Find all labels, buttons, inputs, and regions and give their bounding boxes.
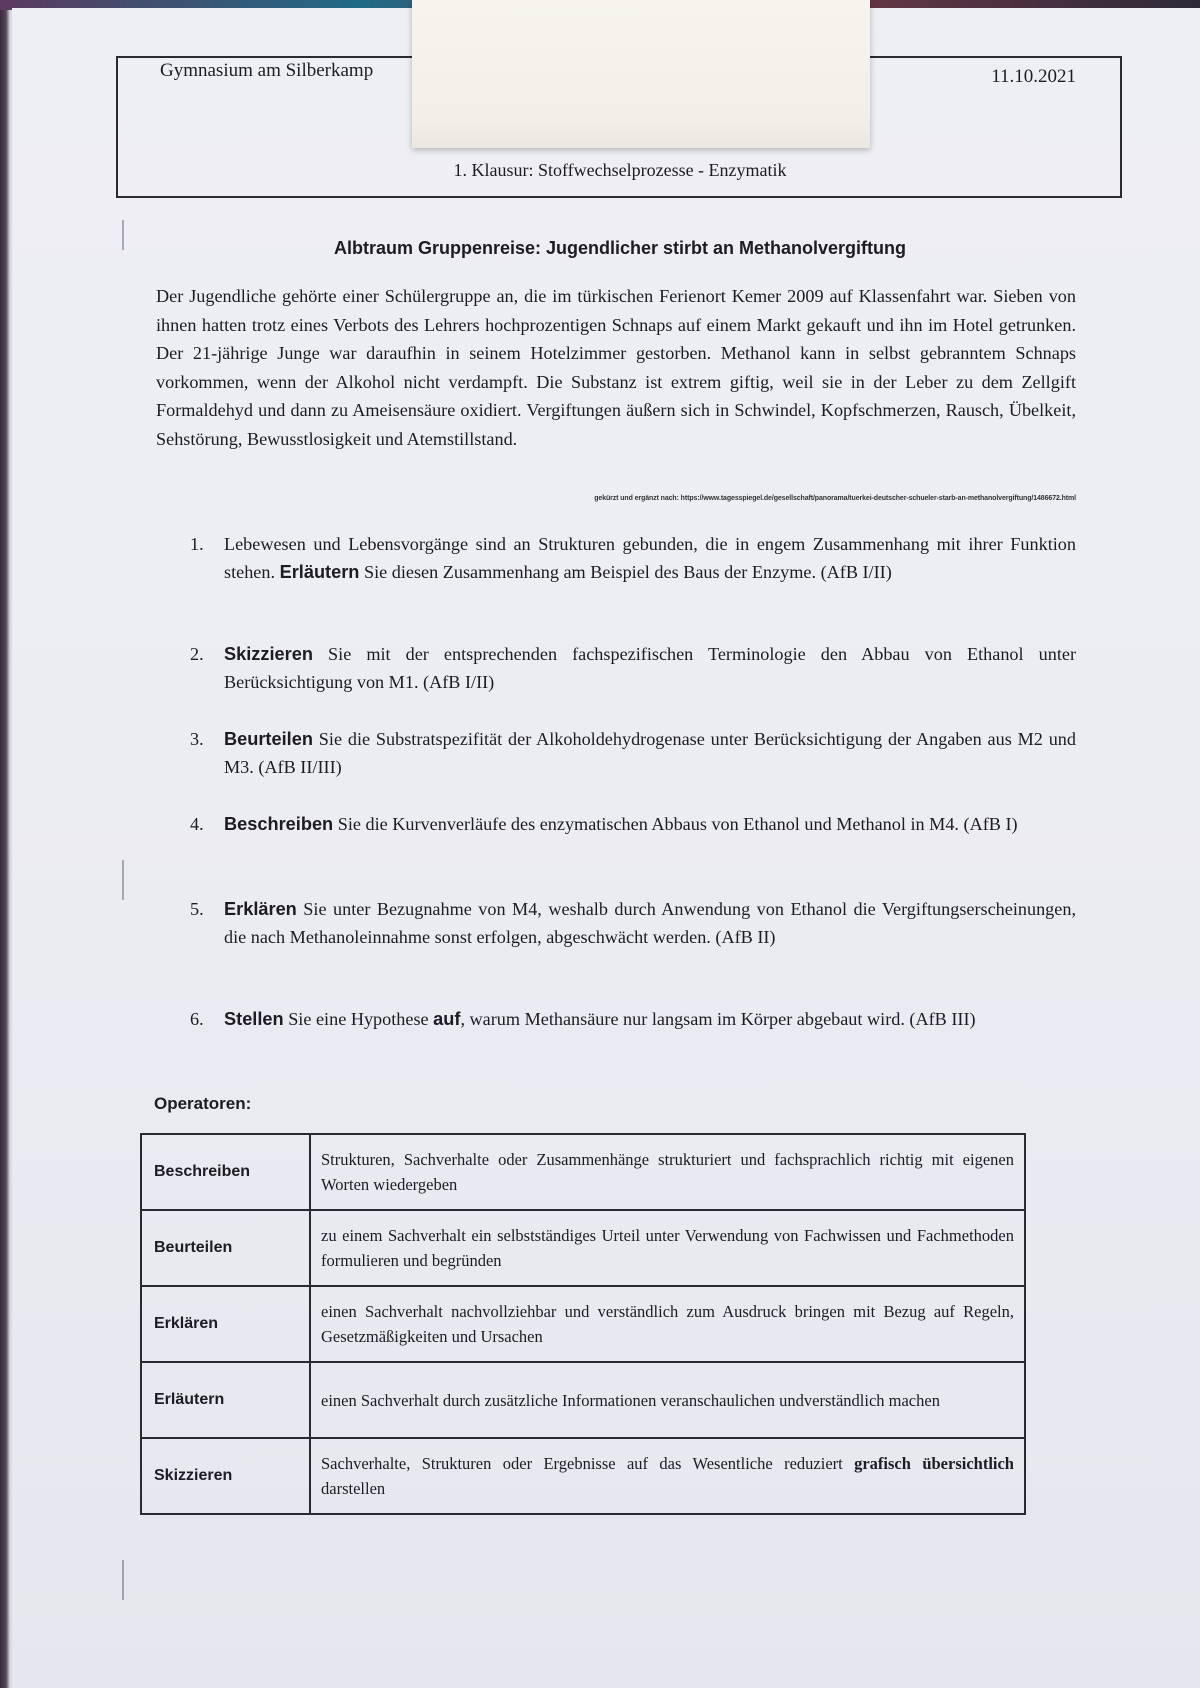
definition-text: Sachverhalte, Strukturen oder Ergebnisse auf das Wesentliche reduziert	[321, 1454, 855, 1473]
table-row	[141, 1210, 1025, 1286]
operator-definition	[310, 1438, 1025, 1514]
task-text: Sie die Substratspezifität der Alkoholdehydrogenase unter Berücksichtigung der Angaben aus M2 und M3. (AfB II/III)	[224, 729, 1076, 777]
task-item	[190, 1005, 1076, 1065]
task-text: Sie diesen Zusammenhang am Beispiel des Baus der Enzyme. (AfB I/II)	[359, 562, 892, 582]
task-operator: Beurteilen	[224, 729, 313, 749]
binder-mark	[122, 1560, 124, 1600]
task-text: Sie eine Hypothese	[283, 1009, 434, 1029]
task-item	[190, 530, 1076, 640]
operator-term: Beurteilen	[141, 1210, 310, 1286]
task-text: , warum Methansäure nur langsam im Körper abgebaut wird. (AfB III)	[460, 1009, 976, 1029]
task-item	[190, 895, 1076, 1005]
task-operator: Erläutern	[279, 562, 360, 582]
school-name: Gymnasium am Silberkamp	[160, 60, 374, 81]
operator-definition: Strukturen, Sachverhalte oder Zusammenhänge strukturiert und fachsprachlich richtig mit eigenen Worten wiedergeben	[310, 1134, 1025, 1210]
name-sticker	[412, 0, 870, 148]
task-number: 5.	[190, 899, 204, 919]
task-number: 2.	[190, 644, 204, 664]
task-list	[190, 530, 1076, 1065]
task-text: Sie mit der entsprechenden fachspezifischen Terminologie den Abbau von Ethanol unter Berücksichtigung von M1. (AfB I/II)	[224, 644, 1076, 692]
operator-definition: einen Sachverhalt durch zusätzliche Informationen veranschaulichen undverständlich machen	[310, 1362, 1025, 1438]
operator-definition: einen Sachverhalt nachvollziehbar und verständlich zum Ausdruck bringen mit Bezug auf Regeln, Gesetzmäßigkeiten und Ursachen	[310, 1286, 1025, 1362]
task-operator: Stellen	[224, 1009, 284, 1029]
table-row	[141, 1286, 1025, 1362]
operators-table	[140, 1133, 1026, 1515]
task-text: Sie die Kurvenverläufe des enzymatischen Abbaus von Ethanol und Methanol in M4. (AfB I)	[333, 814, 1018, 834]
definition-bold-text: grafisch übersichtlich	[854, 1454, 1014, 1473]
binder-mark	[122, 860, 124, 900]
operator-term: Beschreiben	[141, 1134, 310, 1210]
task-operator: auf	[433, 1009, 461, 1029]
operator-term: Erläutern	[141, 1362, 310, 1438]
task-text: Lebewesen und Lebensvorgänge sind an Strukturen gebunden, die in engem Zusammenhang mit ihrer Funktion stehen.	[224, 534, 1076, 582]
operators-heading: Operatoren:	[154, 1094, 252, 1113]
task-operator: Skizzieren	[224, 644, 313, 664]
task-text: Sie unter Bezugnahme von M4, weshalb durch Anwendung von Ethanol die Vergiftungserscheinungen, die nach Methanoleinnahme sonst erfolgen, abgeschwächt werden. (AfB II)	[224, 899, 1076, 947]
task-item	[190, 725, 1076, 810]
operator-term: Skizzieren	[141, 1438, 310, 1514]
table-row	[141, 1134, 1025, 1210]
exam-date: 11.10.2021	[991, 66, 1076, 87]
task-number: 6.	[190, 1009, 204, 1029]
definition-text: darstellen	[321, 1479, 386, 1498]
exam-title: 1. Klausur: Stoffwechselprozesse - Enzymatik	[453, 160, 787, 180]
article-body: Der Jugendliche gehörte einer Schülergruppe an, die im türkischen Ferienort Kemer 2009 auf Klassenfahrt war. Sieben von ihnen hatten trotz eines Verbots des Lehrers hochprozentigen Schnaps auf einem Markt gekauft und ihn im Hotel getrunken. Der 21-jährige Junge war daraufhin in seinem Hotelzimmer gestorben. Methanol kann in selbst gebranntem Schnaps vorkommen, wenn der Alkohol nicht verdampft. Die Substanz ist extrem giftig, weil sie in der Leber zu dem Zellgift Formaldehyd und dann zu Ameisensäure oxidiert. Vergiftungen äußern sich in Schwindel, Kopfschmerzen, Rausch, Übelkeit, Sehstörung, Bewusstlosigkeit und Atemstillstand.	[156, 286, 1076, 449]
article-source: gekürzt und ergänzt nach: https://www.tagesspiegel.de/gesellschaft/panorama/tuerkei-deutscher-schueler-starb-an-methanolvergiftung/1486672.html	[594, 495, 1076, 502]
task-operator: Erklären	[224, 899, 297, 919]
task-number: 3.	[190, 729, 204, 749]
task-number: 1.	[190, 534, 204, 554]
task-operator: Beschreiben	[224, 814, 334, 834]
table-row	[141, 1438, 1025, 1514]
article-title: Albtraum Gruppenreise: Jugendlicher stirbt an Methanolvergiftung	[333, 238, 907, 258]
operator-term: Erklären	[141, 1286, 310, 1362]
operator-definition: zu einem Sachverhalt ein selbstständiges Urteil unter Verwendung von Fachwissen und Fachmethoden formulieren und begründen	[310, 1210, 1025, 1286]
table-row	[141, 1362, 1025, 1438]
task-number: 4.	[190, 814, 204, 834]
task-item	[190, 810, 1076, 895]
task-item	[190, 640, 1076, 725]
